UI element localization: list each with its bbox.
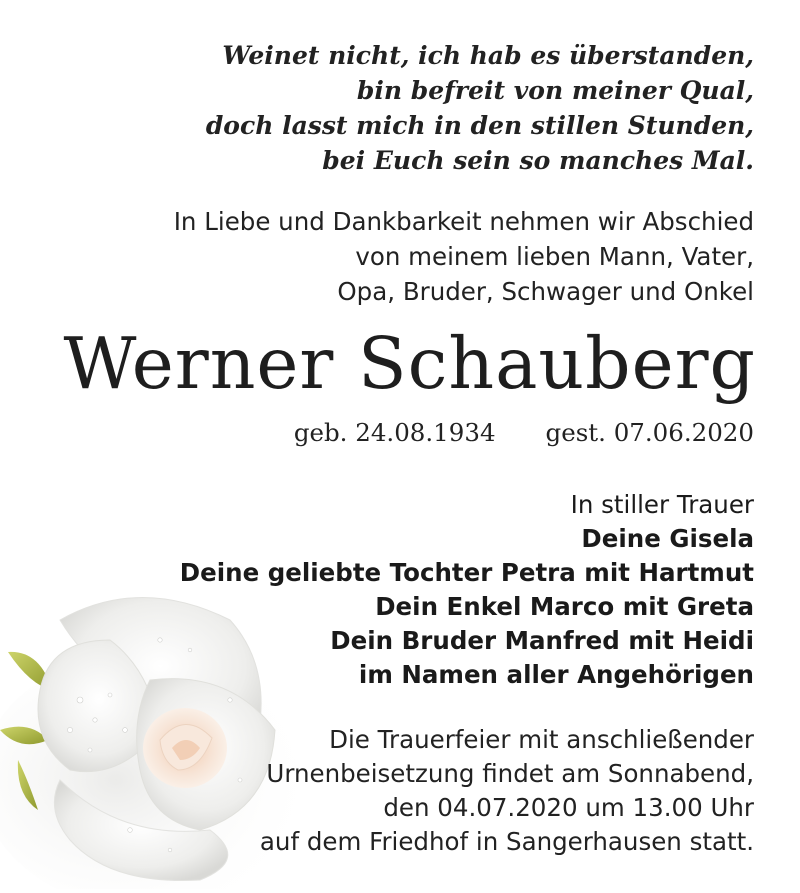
mourner-name: Deine geliebte Tochter Petra mit Hartmut <box>179 558 754 587</box>
life-dates <box>294 416 754 450</box>
funeral-line: Die Trauerfeier mit anschließender <box>329 725 754 754</box>
poem-line: doch lasst mich in den stillen Stunden, <box>205 111 754 140</box>
funeral-line: Urnenbeisetzung findet am Sonnabend, <box>266 759 754 788</box>
farewell-intro <box>174 204 754 309</box>
mourning-lead: In stiller Trauer <box>570 490 754 519</box>
funeral-line: auf dem Friedhof in Sangerhausen statt. <box>259 827 754 856</box>
intro-line: In Liebe und Dankbarkeit nehmen wir Abschied <box>173 207 754 236</box>
poem-line: bei Euch sein so manches Mal. <box>322 146 754 175</box>
deceased-name: Werner Schauberg <box>63 322 756 405</box>
poem <box>206 38 754 178</box>
funeral-line: den 04.07.2020 um 13.00 Uhr <box>383 793 754 822</box>
poem-line: Weinet nicht, ich hab es überstanden, <box>222 41 754 70</box>
poem-line: bin befreit von meiner Qual, <box>356 76 754 105</box>
mourner-name: Dein Bruder Manfred mit Heidi <box>330 626 754 655</box>
intro-line: Opa, Bruder, Schwager und Onkel <box>337 277 754 306</box>
funeral-info <box>260 723 754 859</box>
mourner-name: Deine Gisela <box>581 524 754 553</box>
birth-date: geb. 24.08.1934 <box>293 418 496 447</box>
mourner-name: im Namen aller Angehörigen <box>358 660 754 689</box>
death-date: gest. 07.06.2020 <box>545 418 754 447</box>
mourner-name: Dein Enkel Marco mit Greta <box>375 592 754 621</box>
intro-line: von meinem lieben Mann, Vater, <box>355 242 754 271</box>
mourners-list <box>180 488 754 692</box>
